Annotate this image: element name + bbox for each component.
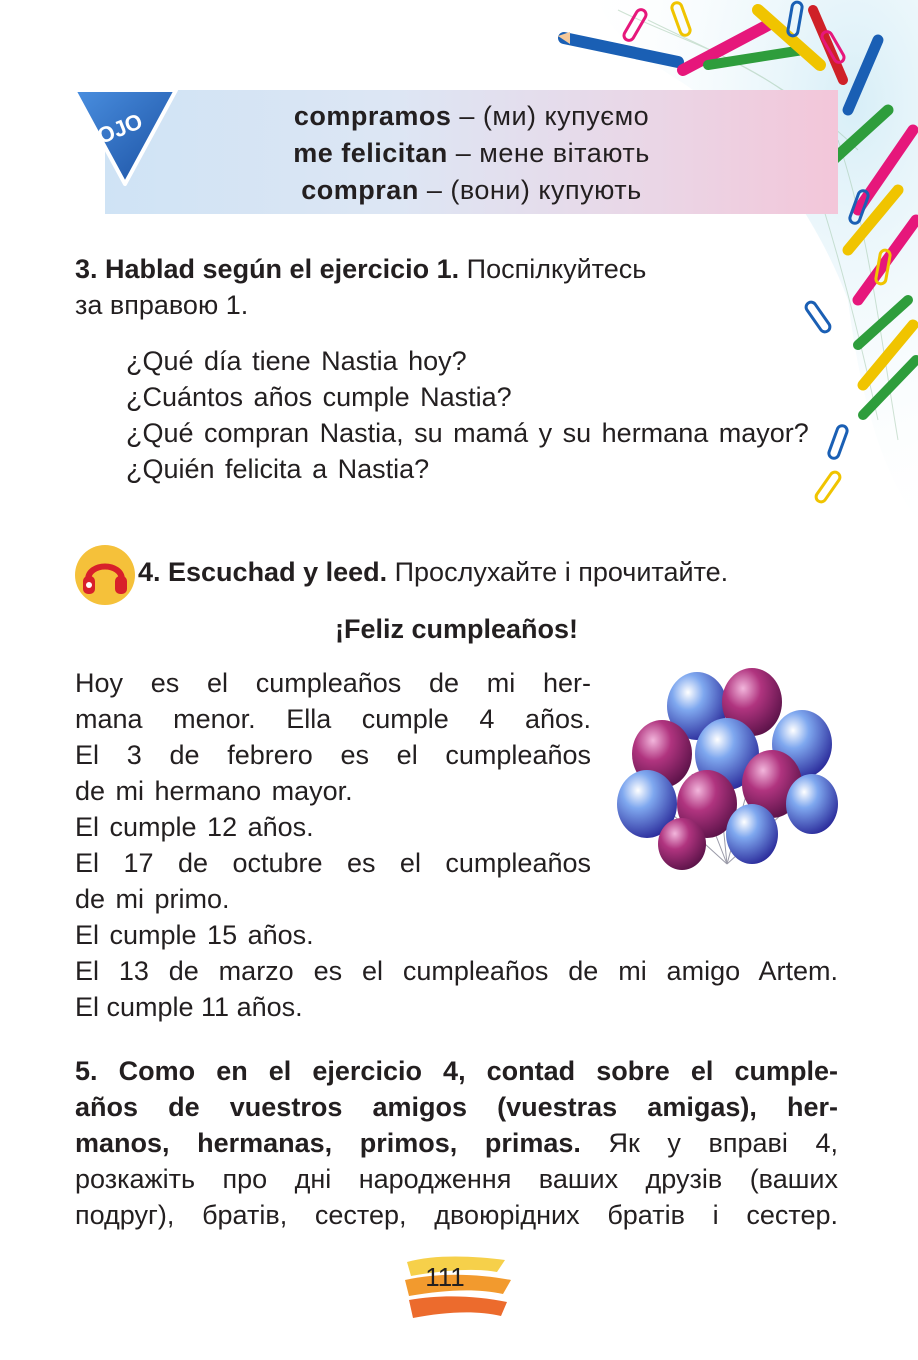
- vocab-line: compran – (вони) купують: [301, 175, 642, 205]
- story-line: mana menor. Ella cumple 4 años.: [75, 704, 591, 734]
- story-line: de mi primo.: [75, 884, 230, 914]
- story-line: de mi hermano mayor.: [75, 776, 353, 806]
- story-line: El cumple 15 años.: [75, 920, 314, 950]
- story-line: El 17 de octubre es el cumpleaños: [75, 848, 591, 878]
- text-title: ¡Feliz cumpleaños!: [334, 614, 579, 644]
- exercise-5-line: подруг), братів, сестер, двоюрідних братів і сестер.: [75, 1200, 838, 1230]
- exercise-5-line: manos, hermanas, primos, primas. Як у вправі 4,: [75, 1128, 838, 1158]
- exercise-5: [75, 1053, 838, 1233]
- vocab-line: me felicitan – мене вітають: [293, 138, 650, 168]
- page-number: 111: [425, 1262, 465, 1292]
- exercise-5-line: años de vuestros amigos (vuestras amigas), her-: [75, 1092, 838, 1122]
- exercise-5-line: 5. Como en el ejercicio 4, contad sobre el cumple-: [75, 1056, 838, 1086]
- balloons-image: [612, 664, 842, 886]
- exercise-5-line: розкажіть про дні народження ваших друзів (ваших: [75, 1164, 838, 1194]
- story-line: El 13 de marzo es el cumpleaños de mi amigo Artem.: [75, 956, 838, 986]
- question: ¿Qué compran Nastia, su mamá y su hermana mayor?: [126, 418, 809, 448]
- exercise-4-heading: 4. Escuchad y leed. Прослухайте і прочитайте.: [138, 557, 729, 587]
- story-text: [75, 665, 591, 953]
- story-line: El cumple 11 años.: [75, 992, 303, 1022]
- question: ¿Qué día tiene Nastia hoy?: [126, 346, 467, 376]
- story-text-wide: [75, 953, 838, 1025]
- question: ¿Quién felicita a Nastia?: [126, 454, 430, 484]
- exercise-3-heading: 3. Hablad según el ejercicio 1. Поспілкуйтесь за вправою 1.: [75, 254, 647, 320]
- exercise-3-questions: [126, 343, 838, 487]
- story-line: Hoy es el cumpleaños de mi her-: [75, 668, 591, 698]
- story-line: El cumple 12 años.: [75, 812, 314, 842]
- question: ¿Cuántos años cumple Nastia?: [126, 382, 512, 412]
- svg-text:OJO: OJO: [93, 108, 147, 149]
- vocabulary-lines: [105, 98, 838, 209]
- headphones-icon: [74, 544, 136, 606]
- story-line: El 3 de febrero es el cumpleaños: [75, 740, 591, 770]
- vocab-line: compramos – (ми) купуємо: [293, 101, 650, 131]
